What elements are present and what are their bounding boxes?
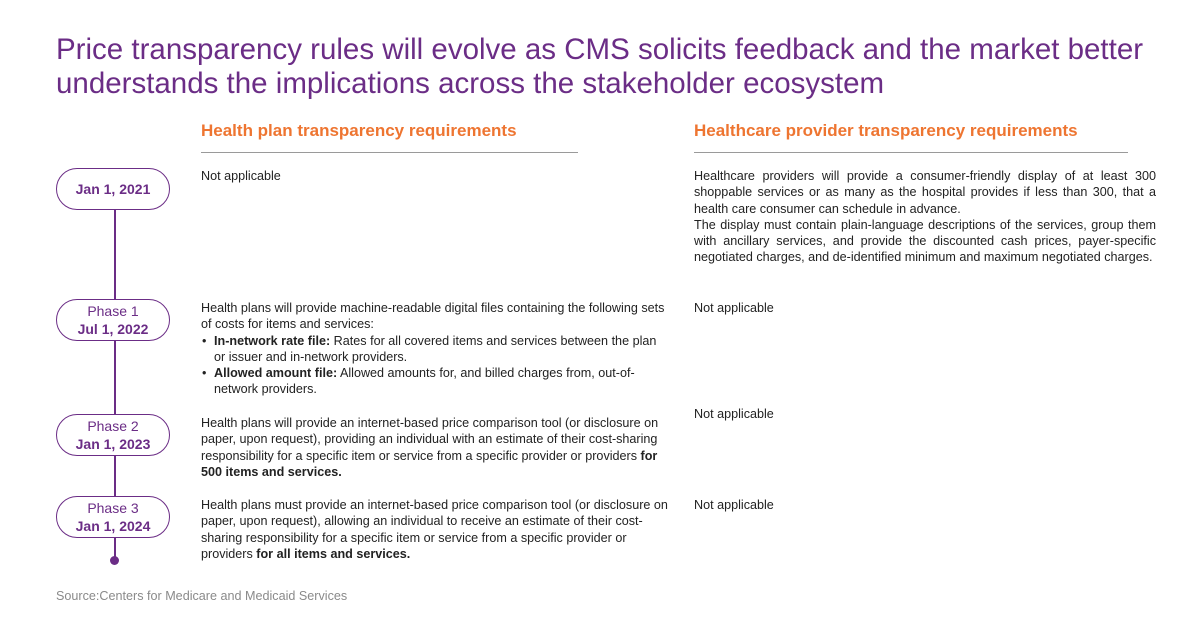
milestone-phase: Phase 2 xyxy=(87,418,139,434)
requirement-text: The display must contain plain-language descriptions of the services, group them with ancillary services, and provide the discounted cash prices, payer-specific negotiated charges, and de-identified minimum and maximum negotiated charges. xyxy=(694,217,1156,265)
bullet-term: Allowed amount file: xyxy=(214,366,338,381)
milestone-date: Jan 1, 2023 xyxy=(75,436,151,452)
requirement-text: Not applicable xyxy=(694,301,774,315)
requirement-text xyxy=(201,497,671,562)
milestone-date: Jul 1, 2022 xyxy=(77,321,149,337)
provider-requirement-phase-1 xyxy=(694,300,1156,316)
requirement-body: Health plans will provide an internet-based price comparison tool (or disclosure on paper, upon request), providing an individual with an estimate of their cost-sharing responsibility for a specific item or service from a specific provider or providers xyxy=(201,416,659,463)
list-item xyxy=(201,365,671,398)
bullet-term: In-network rate file: xyxy=(214,333,331,348)
milestone-phase-1 xyxy=(56,299,170,341)
health-plan-requirement-2021 xyxy=(201,168,671,184)
milestone-jan-2021 xyxy=(56,168,170,210)
milestone-date: Jan 1, 2024 xyxy=(75,518,151,534)
requirement-text: Not applicable xyxy=(694,407,774,421)
bullet-text: Rates for all covered items and services between the plan or issuer and in-network providers. xyxy=(214,333,657,364)
provider-requirement-2021 xyxy=(694,168,1156,266)
milestone-phase-2 xyxy=(56,414,170,456)
requirement-bullet-list xyxy=(201,333,671,398)
health-plan-requirement-phase-3 xyxy=(201,497,671,562)
requirement-text xyxy=(201,415,671,480)
requirement-emphasis: for 500 items and services. xyxy=(201,448,658,479)
milestone-phase: Phase 1 xyxy=(87,303,139,319)
requirement-text: Health plans will provide machine-readable digital files containing the following sets of costs for items and services: xyxy=(201,301,665,332)
milestone-phase: Phase 3 xyxy=(87,500,139,516)
provider-requirement-phase-3 xyxy=(694,497,1156,513)
requirement-body: Health plans must provide an internet-based price comparison tool (or disclosure on paper, upon request), allowing an individual to receive an estimate of their cost-sharing responsibility for a specific item or service from a specific provider or providers xyxy=(201,498,668,561)
requirement-text: Not applicable xyxy=(694,498,774,512)
provider-heading-divider xyxy=(694,152,1128,153)
requirement-text: Healthcare providers will provide a consumer-friendly display of at least 300 shoppable services or as many as the hospital provides if less than 300, that a health care consumer can schedule in advance. xyxy=(694,169,1156,216)
provider-column-heading: Healthcare provider transparency requirements xyxy=(694,121,1078,140)
provider-requirement-phase-2 xyxy=(694,406,1156,422)
source-note: Source:Centers for Medicare and Medicaid Services xyxy=(56,589,348,603)
health-plan-requirement-phase-2 xyxy=(201,415,671,480)
requirement-text: Not applicable xyxy=(201,169,281,183)
health-plan-requirement-phase-1 xyxy=(201,300,671,398)
page-title: Price transparency rules will evolve as CMS solicits feedback and the market better understands the implications across the stakeholder ecosystem xyxy=(56,33,1144,100)
milestone-phase-3 xyxy=(56,496,170,538)
requirement-emphasis: for all items and services. xyxy=(256,546,411,561)
bullet-text: Allowed amounts for, and billed charges from, out-of-network providers. xyxy=(214,366,635,397)
timeline-end-dot xyxy=(110,556,119,565)
list-item xyxy=(201,333,671,366)
milestone-date: Jan 1, 2021 xyxy=(75,181,151,197)
health-plan-column-heading: Health plan transparency requirements xyxy=(201,121,517,140)
health-plan-heading-divider xyxy=(201,152,578,153)
